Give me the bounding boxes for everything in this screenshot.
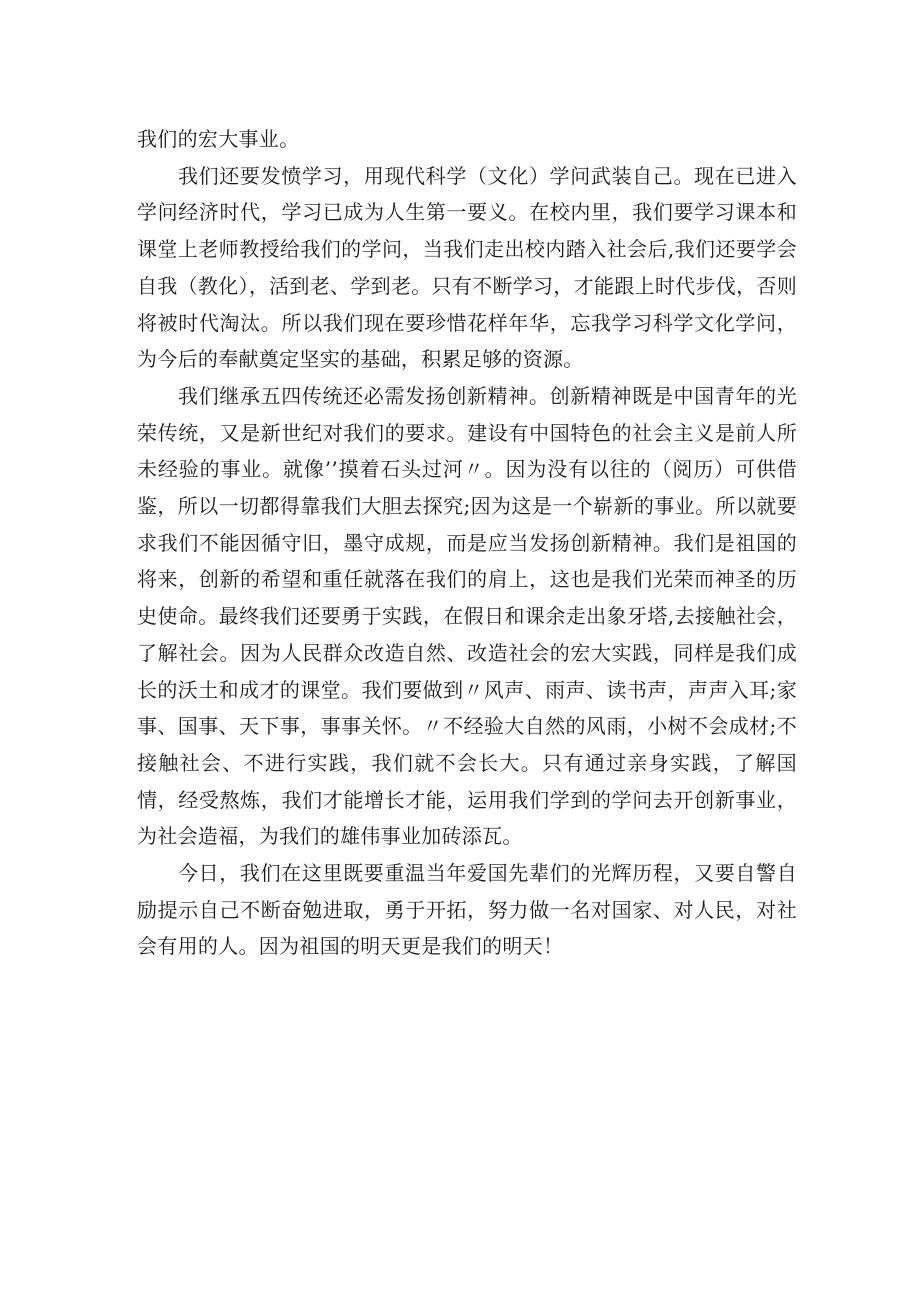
document-body	[137, 121, 797, 965]
paragraph-innovation: 我们继承五四传统还必需发扬创新精神。创新精神既是中国青年的光荣传统，又是新世纪对我们的要求。建设有中国特色的社会主义是前人所未经验的事业。就像’’摸着石头过河〃。因为没有以往的（阅历）可供借鉴，所以一切都得靠我们大胆去探究;因为这是一个崭新的事业。所以就要求我们不能因循守旧，墨守成规，而是应当发扬创新精神。我们是祖国的将来，创新的希望和重任就落在我们的肩上，这也是我们光荣而神圣的历史使命。最终我们还要勇于实践，在假日和课余走出象牙塔,去接触社会，了解社会。因为人民群众改造自然、改造社会的宏大实践，同样是我们成长的沃土和成才的课堂。我们要做到〃风声、雨声、读书声，声声入耳;家事、国事、天下事，事事关怀。〃不经验大自然的风雨，小树不会成材;不接触社会、不进行实践，我们就不会长大。只有通过亲身实践，了解国情，经受熬炼，我们才能增长才能，运用我们学到的学问去开创新事业，为社会造福，为我们的雄伟事业加砖添瓦。	[137, 383, 797, 849]
paragraph-conclusion: 今日，我们在这里既要重温当年爱国先辈们的光辉历程，又要自警自励提示自己不断奋勉进取，勇于开拓，努力做一名对国家、对人民，对社会有用的人。因为祖国的明天更是我们的明天！	[137, 861, 797, 959]
paragraph-continuation: 我们的宏大事业。	[137, 127, 300, 151]
paragraph-study: 我们还要发愤学习，用现代科学（文化）学问武装自己。现在已进入学问经济时代，学习已成为人生第一要义。在校内里，我们要学习课本和课堂上老师教授给我们的学问，当我们走出校内踏入社会后,我们还要学会自我（教化），活到老、学到老。只有不断学习，才能跟上时代步伐，否则将被时代淘汰。所以我们现在要珍惜花样年华，忘我学习科学文化学问，为今后的奉献奠定坚实的基础，积累足够的资源。	[137, 163, 797, 372]
